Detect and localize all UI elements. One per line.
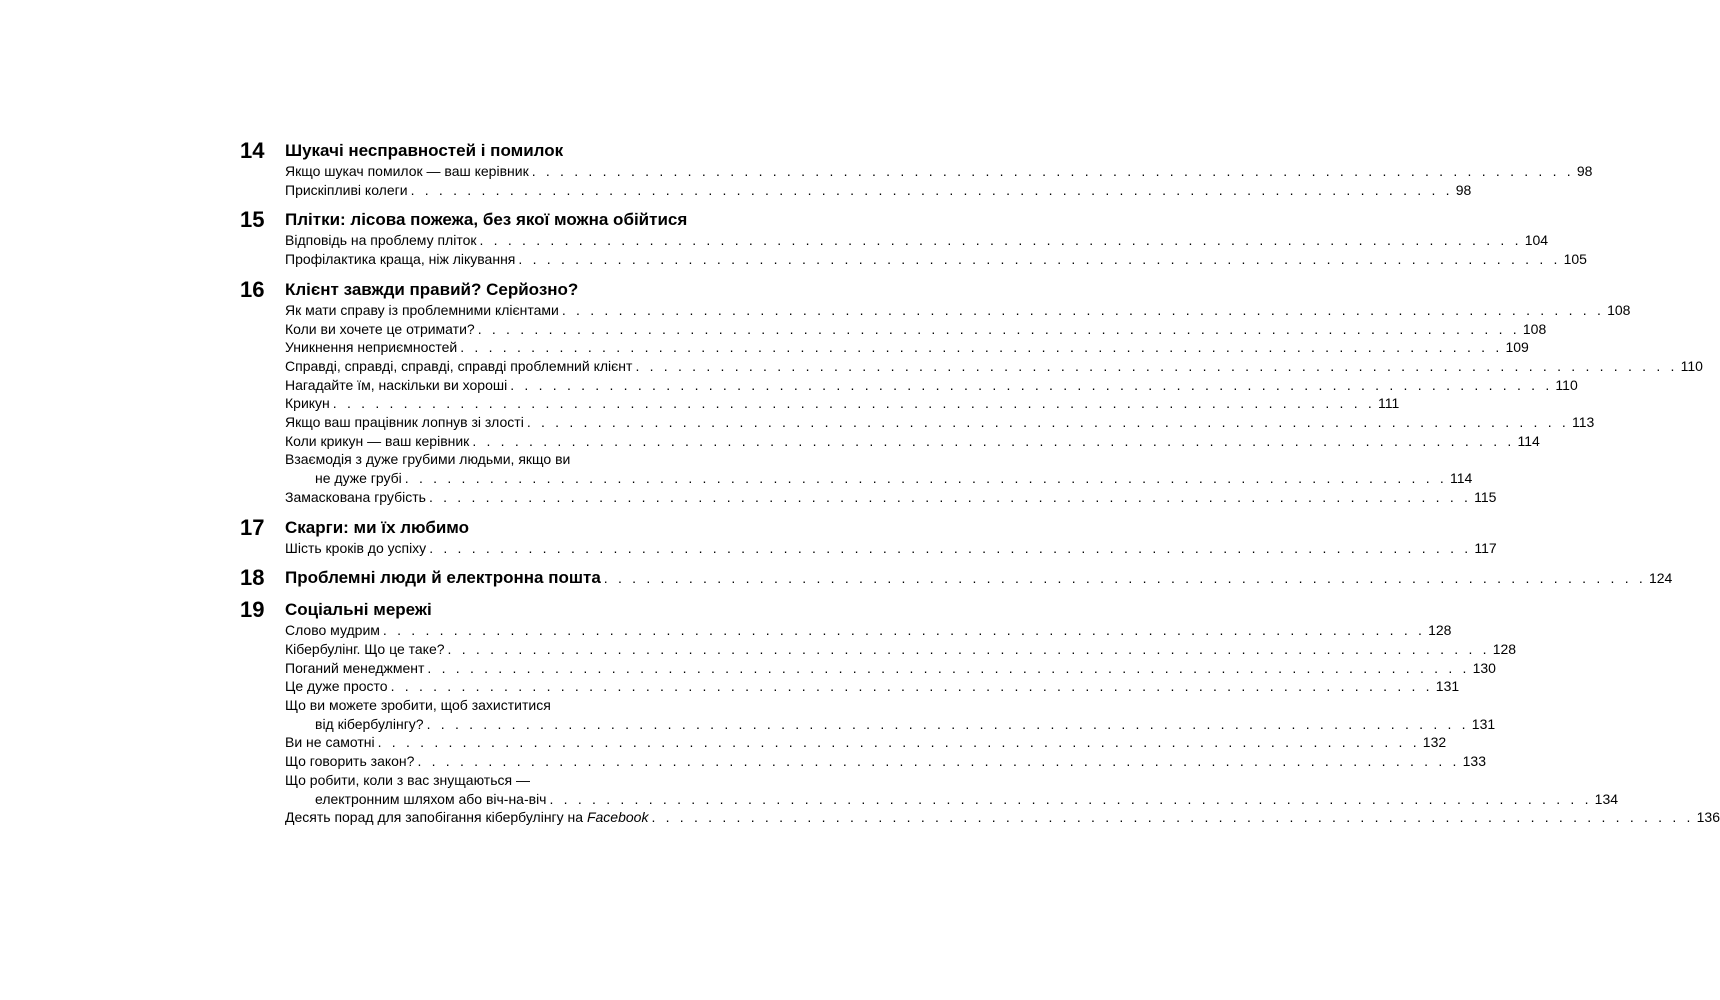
page-number: 134 xyxy=(1594,790,1619,807)
entry-text: не дуже грубі xyxy=(315,470,402,487)
chapter-title: Шукачі несправностей і помилок xyxy=(285,141,564,160)
entry-text xyxy=(285,162,529,181)
toc-entry xyxy=(285,231,1549,250)
page-number: 132 xyxy=(1422,734,1447,751)
entry-text-main: Ви не самотні xyxy=(285,734,375,751)
dot-leader xyxy=(388,677,1436,696)
toc-entry xyxy=(285,677,1460,696)
entry-text xyxy=(285,250,515,269)
dot-leader xyxy=(601,567,1649,589)
entry-text xyxy=(285,357,632,376)
chapter-number: 16 xyxy=(240,276,265,302)
entry-text-main: Уникнення неприємностей xyxy=(285,339,458,356)
entry-text xyxy=(285,677,388,696)
entry-text xyxy=(285,752,414,771)
entry-text xyxy=(285,181,408,200)
dot-leader xyxy=(477,231,1525,250)
chapter-heading xyxy=(240,599,720,621)
entry-text-main: Слово мудрим xyxy=(285,622,380,639)
entry-text xyxy=(285,432,469,451)
entry-text-main: Коли ви хочете це отримати? xyxy=(285,320,475,337)
entry-text-main: Якщо ваш працівник лопнув зі злості xyxy=(285,414,524,431)
chapter-19 xyxy=(240,597,1720,827)
toc-entry xyxy=(285,338,1529,357)
entry-text xyxy=(285,659,424,678)
page-number: 105 xyxy=(1563,251,1587,268)
page-number: 108 xyxy=(1607,301,1631,318)
toc-entry xyxy=(285,376,1578,395)
page-number: 131 xyxy=(1471,715,1496,732)
entry-text-main: Крикун xyxy=(285,395,330,412)
entry-text-italic: Facebook xyxy=(586,809,649,826)
dot-leader xyxy=(424,715,1472,734)
chapter-title: Клієнт завжди правий? Серйозно? xyxy=(285,279,579,299)
dot-leader xyxy=(546,790,1594,809)
entry-text xyxy=(285,301,559,320)
entry-text-main: Це дуже просто xyxy=(285,678,388,695)
dot-leader xyxy=(408,181,1456,200)
chapter-number: 15 xyxy=(240,207,265,233)
chapter-17 xyxy=(240,514,1497,558)
dot-leader xyxy=(380,621,1428,640)
toc-entry xyxy=(285,659,1496,678)
dot-leader xyxy=(475,320,1523,339)
entry-text-main: Шість кроків до успіху xyxy=(285,539,427,556)
chapter-title: Скарги: ми їх любимо xyxy=(285,517,470,537)
toc-entry xyxy=(285,432,1540,451)
page-number: 110 xyxy=(1680,357,1703,374)
entry-text xyxy=(285,413,524,432)
page-number: 109 xyxy=(1505,339,1529,356)
dot-leader xyxy=(426,488,1474,507)
dot-leader xyxy=(559,301,1607,320)
page-number: 133 xyxy=(1462,753,1486,770)
toc-entry xyxy=(285,357,1703,376)
dot-leader xyxy=(402,469,1450,488)
entry-text xyxy=(285,320,475,339)
entry-text xyxy=(285,338,457,357)
page-number: 98 xyxy=(1576,163,1593,179)
toc-entry xyxy=(285,250,1587,269)
chapter-14 xyxy=(240,138,1593,199)
page-number: 98 xyxy=(1455,181,1472,198)
toc-entry xyxy=(285,733,1447,752)
page-number: 104 xyxy=(1524,232,1549,249)
toc-entry xyxy=(285,181,1472,200)
toc-entry xyxy=(285,488,1497,507)
entry-text-main: Що говорить закон? xyxy=(285,753,415,770)
page-number: 115 xyxy=(1474,488,1497,505)
chapter-title: Соціальні мережі xyxy=(285,600,432,620)
entry-text-main: Якщо шукач помилок — ваш керівник xyxy=(285,163,529,179)
toc-entry xyxy=(285,808,1720,827)
dot-leader xyxy=(524,413,1572,432)
entry-text xyxy=(285,376,507,395)
toc-entry xyxy=(285,539,1497,558)
dot-leader xyxy=(445,640,1493,659)
dot-leader xyxy=(632,357,1680,376)
chapter-heading xyxy=(240,276,720,302)
dot-leader xyxy=(648,808,1696,827)
chapter-number: 17 xyxy=(240,514,265,540)
chapter-number: 19 xyxy=(240,597,265,623)
dot-leader xyxy=(515,250,1563,269)
toc-entry xyxy=(285,162,1593,181)
chapter-number: 18 xyxy=(240,565,265,591)
page-number: 111 xyxy=(1377,395,1400,412)
dot-leader xyxy=(529,162,1577,181)
entry-text xyxy=(285,488,426,507)
page-number: 130 xyxy=(1472,659,1496,676)
chapter-15 xyxy=(240,207,1587,268)
chapter-18 xyxy=(240,565,1673,591)
page-number: 113 xyxy=(1572,414,1595,431)
entry-text-line: Що робити, коли з вас знущаються — xyxy=(285,771,530,788)
dot-leader xyxy=(426,539,1474,558)
toc-entry xyxy=(285,715,1496,734)
entry-text-main: Справді, справді, справді, справді проблемний клієнт xyxy=(285,357,633,374)
toc-entry xyxy=(285,413,1595,432)
page-number: 124 xyxy=(1648,570,1673,587)
dot-leader xyxy=(457,338,1505,357)
toc-entry xyxy=(285,621,1452,640)
toc-entry xyxy=(285,394,1400,413)
chapter-heading xyxy=(240,514,720,540)
chapter-heading xyxy=(240,140,720,162)
page-number: 128 xyxy=(1428,622,1452,639)
chapter-16 xyxy=(240,276,1703,507)
chapter-heading xyxy=(240,565,1673,591)
entry-text xyxy=(285,394,330,413)
page-number: 110 xyxy=(1555,376,1578,393)
entry-text-main: Як мати справу із проблемними клієнтами xyxy=(285,301,559,318)
page-number: 114 xyxy=(1517,432,1540,449)
entry-text: електронним шляхом або віч-на-віч xyxy=(315,790,547,807)
entry-text xyxy=(285,621,380,640)
chapter-heading xyxy=(240,209,720,231)
dot-leader xyxy=(414,752,1462,771)
entry-text xyxy=(285,640,445,659)
page-number: 128 xyxy=(1492,640,1517,657)
entry-text-line: Що ви можете зробити, щоб захиститися xyxy=(285,697,551,714)
entry-text-main: Поганий менеджмент xyxy=(285,659,425,676)
dot-leader xyxy=(507,376,1555,395)
page-number: 136 xyxy=(1696,809,1720,826)
chapter-entries xyxy=(285,621,1720,827)
toc-entry xyxy=(285,752,1486,771)
chapter-title: Плітки: лісова пожежа, без якої можна обійтися xyxy=(285,210,688,230)
chapter-title: Проблемні люди й електронна пошта xyxy=(285,568,601,588)
entry-text-main: Коли крикун — ваш керівник xyxy=(285,432,470,449)
page-number: 108 xyxy=(1522,320,1547,337)
dot-leader xyxy=(375,733,1423,752)
entry-text-main: Нагадайте їм, наскільки ви хороші xyxy=(285,376,508,393)
chapter-entries xyxy=(285,301,1703,507)
chapter-entries xyxy=(285,231,1587,268)
dot-leader xyxy=(424,659,1472,678)
dot-leader xyxy=(469,432,1517,451)
chapter-entries xyxy=(285,539,1497,558)
entry-text: від кібербулінгу? xyxy=(315,715,424,732)
toc-entry xyxy=(285,790,1619,809)
entry-text xyxy=(285,231,477,250)
entry-text-main: Десять порад для запобігання кібербулінгу на xyxy=(285,809,587,826)
chapter-title-row xyxy=(285,567,1672,589)
entry-text-main: Кібербулінг. Що це таке? xyxy=(285,640,445,657)
page-number: 131 xyxy=(1435,678,1460,695)
toc-entry xyxy=(285,320,1547,339)
chapter-number: 14 xyxy=(240,138,265,163)
toc-entry xyxy=(285,640,1517,659)
entry-text-line: Взаємодія з дуже грубими людьми, якщо ви xyxy=(285,451,571,468)
page-number: 117 xyxy=(1474,539,1497,556)
entry-text-main: Прискіпливі колеги xyxy=(285,181,408,198)
entry-text-main: Відповідь на проблему пліток xyxy=(285,232,477,249)
entry-text xyxy=(285,539,426,558)
table-of-contents xyxy=(240,138,1720,837)
entry-text-main: Замаскована грубість xyxy=(285,488,426,505)
entry-text-main: Профілактика краща, ніж лікування xyxy=(285,251,516,268)
entry-text xyxy=(285,808,648,827)
toc-entry xyxy=(285,469,1473,488)
dot-leader xyxy=(330,394,1378,413)
chapter-entries xyxy=(285,162,1593,199)
toc-entry xyxy=(285,301,1631,320)
page-number: 114 xyxy=(1449,470,1473,487)
entry-text xyxy=(285,733,375,752)
